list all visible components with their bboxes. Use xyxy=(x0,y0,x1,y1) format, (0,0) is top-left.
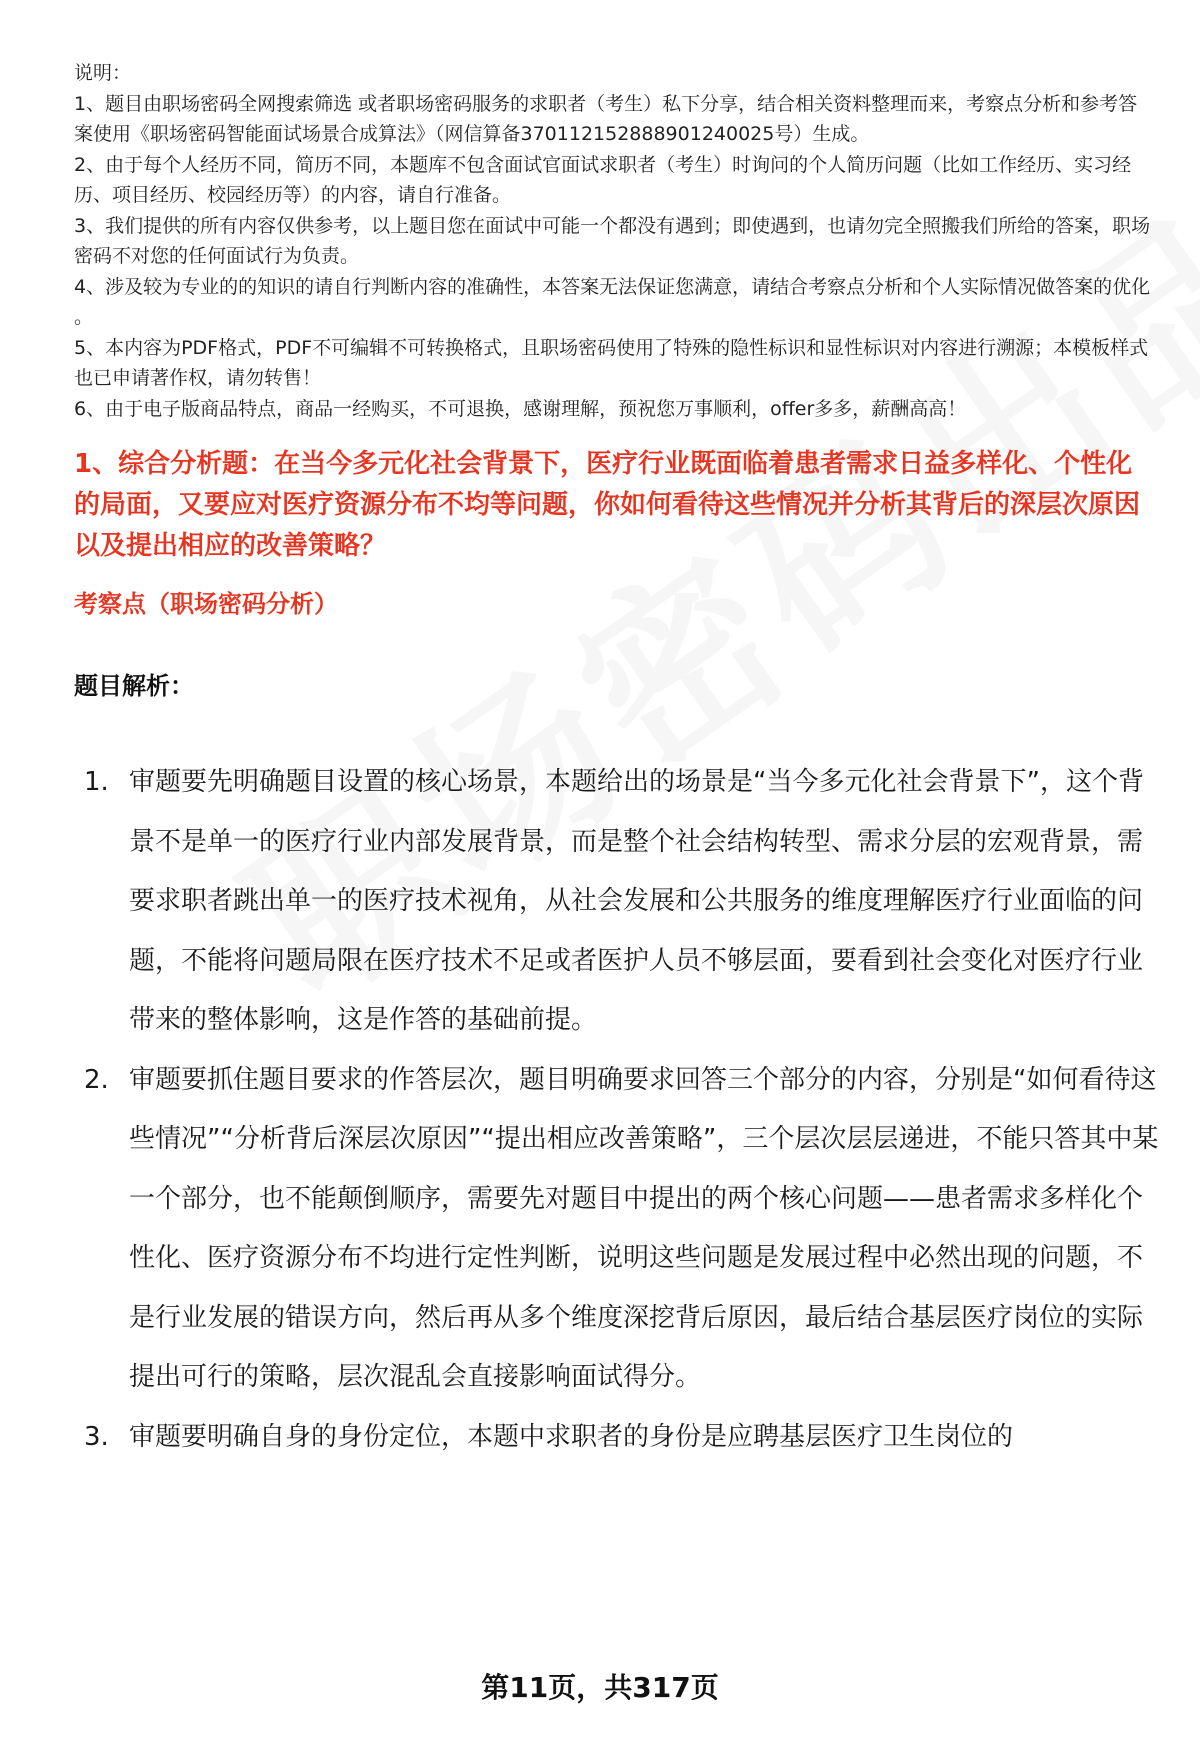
analysis-item-number: 1. xyxy=(84,767,109,797)
analysis-item-number: 2. xyxy=(84,1064,109,1095)
analysis-item-number: 3. xyxy=(84,1421,109,1452)
notice-item: 3、我们提供的所有内容仅供参考，以上题目您在面试中可能一个都没有遇到；即使遇到，也请勿完全照搬我们所给的答案，职场密码不对您的任何面试行为负责。 xyxy=(74,214,1151,267)
question-heading: 1、综合分析题：在当今多元化社会背景下，医疗行业既面临着患者需求日益多样化、个性化的局面，又要应对医疗资源分布不均等问题，你如何看待这些情况并分析其背后的深层次原因以及提出相应的改善策略？ xyxy=(74,449,1141,561)
analysis-list xyxy=(74,753,1159,1467)
analysis-heading: 题目解析： xyxy=(74,672,194,700)
notice-item: 2、由于每个人经历不同，简历不同，本题库不包含面试官面试求职者（考生）时询问的个人简历问题（比如工作经历、实习经历、项目经历、校园经历等）的内容，请自行准备。 xyxy=(74,153,1132,206)
analysis-item xyxy=(74,753,1164,1051)
notice-title: 说明： xyxy=(74,62,132,84)
notice-item: 6、由于电子版商品特点，商品一经购买，不可退换，感谢理解，预祝您万事顺利，offer多多，薪酬高高！ xyxy=(74,397,967,420)
analysis-item-text: 审题要明确自身的身份定位，本题中求职者的身份是应聘基层医疗卫生岗位的 xyxy=(129,1421,1014,1452)
page-number: 第11页，共317页 xyxy=(481,1671,719,1704)
analysis-item xyxy=(74,1408,1164,1468)
analysis-item-text: 审题要先明确题目设置的核心场景，本题给出的场景是“当今多元化社会背景下”，这个背景不是单一的医疗行业内部发展背景，而是整个社会结构转型、需求分层的宏观背景，需要求职者跳出单一的医疗技术视角，从社会发展和公共服务的维度理解医疗行业面临的问题，不能将问题局限在医疗技术不足或者医护人员不够层面，要看到社会变化对医疗行业带来的整体影响，这是作答的基础前提。 xyxy=(129,767,1144,1035)
notice-section xyxy=(74,58,1154,424)
key-points-heading: 考察点（职场密码分析） xyxy=(74,590,338,618)
analysis-item-text: 审题要抓住题目要求的作答层次，题目明确要求回答三个部分的内容，分别是“如何看待这些情况”“分析背后深层次原因”“提出相应改善策略”，三个层次层层递进，不能只答其中某一个部分，也不能颠倒顺序，需要先对题目中提出的两个核心问题——患者需求多样化个性化、医疗资源分布不均进行定性判断，说明这些问题是发展过程中必然出现的问题，不是行业发展的错误方向，然后再从多个维度深挖背后原因，最后结合基层医疗岗位的实际提出可行的策略，层次混乱会直接影响面试得分。 xyxy=(129,1064,1159,1392)
notice-item: 4、涉及较为专业的的知识的请自行判断内容的准确性，本答案无法保证您满意，请结合考察点分析和个人实际情况做答案的优化 。 xyxy=(74,275,1151,328)
analysis-item xyxy=(74,1051,1164,1408)
notice-item: 1、题目由职场密码全网搜索筛选 或者职场密码服务的求职者（考生）私下分享，结合相关资料整理而来，考察点分析和参考答案使用《职场密码智能面试场景合成算法》（网信算备370112152888901240025号）生成。 xyxy=(74,92,1138,145)
notice-item: 5、本内容为PDF格式，PDF不可编辑不可转换格式，且职场密码使用了特殊的隐性标识和显性标识对内容进行溯源；本模板样式也已申请著作权，请勿转售！ xyxy=(74,336,1149,389)
document-body xyxy=(74,58,1159,1467)
